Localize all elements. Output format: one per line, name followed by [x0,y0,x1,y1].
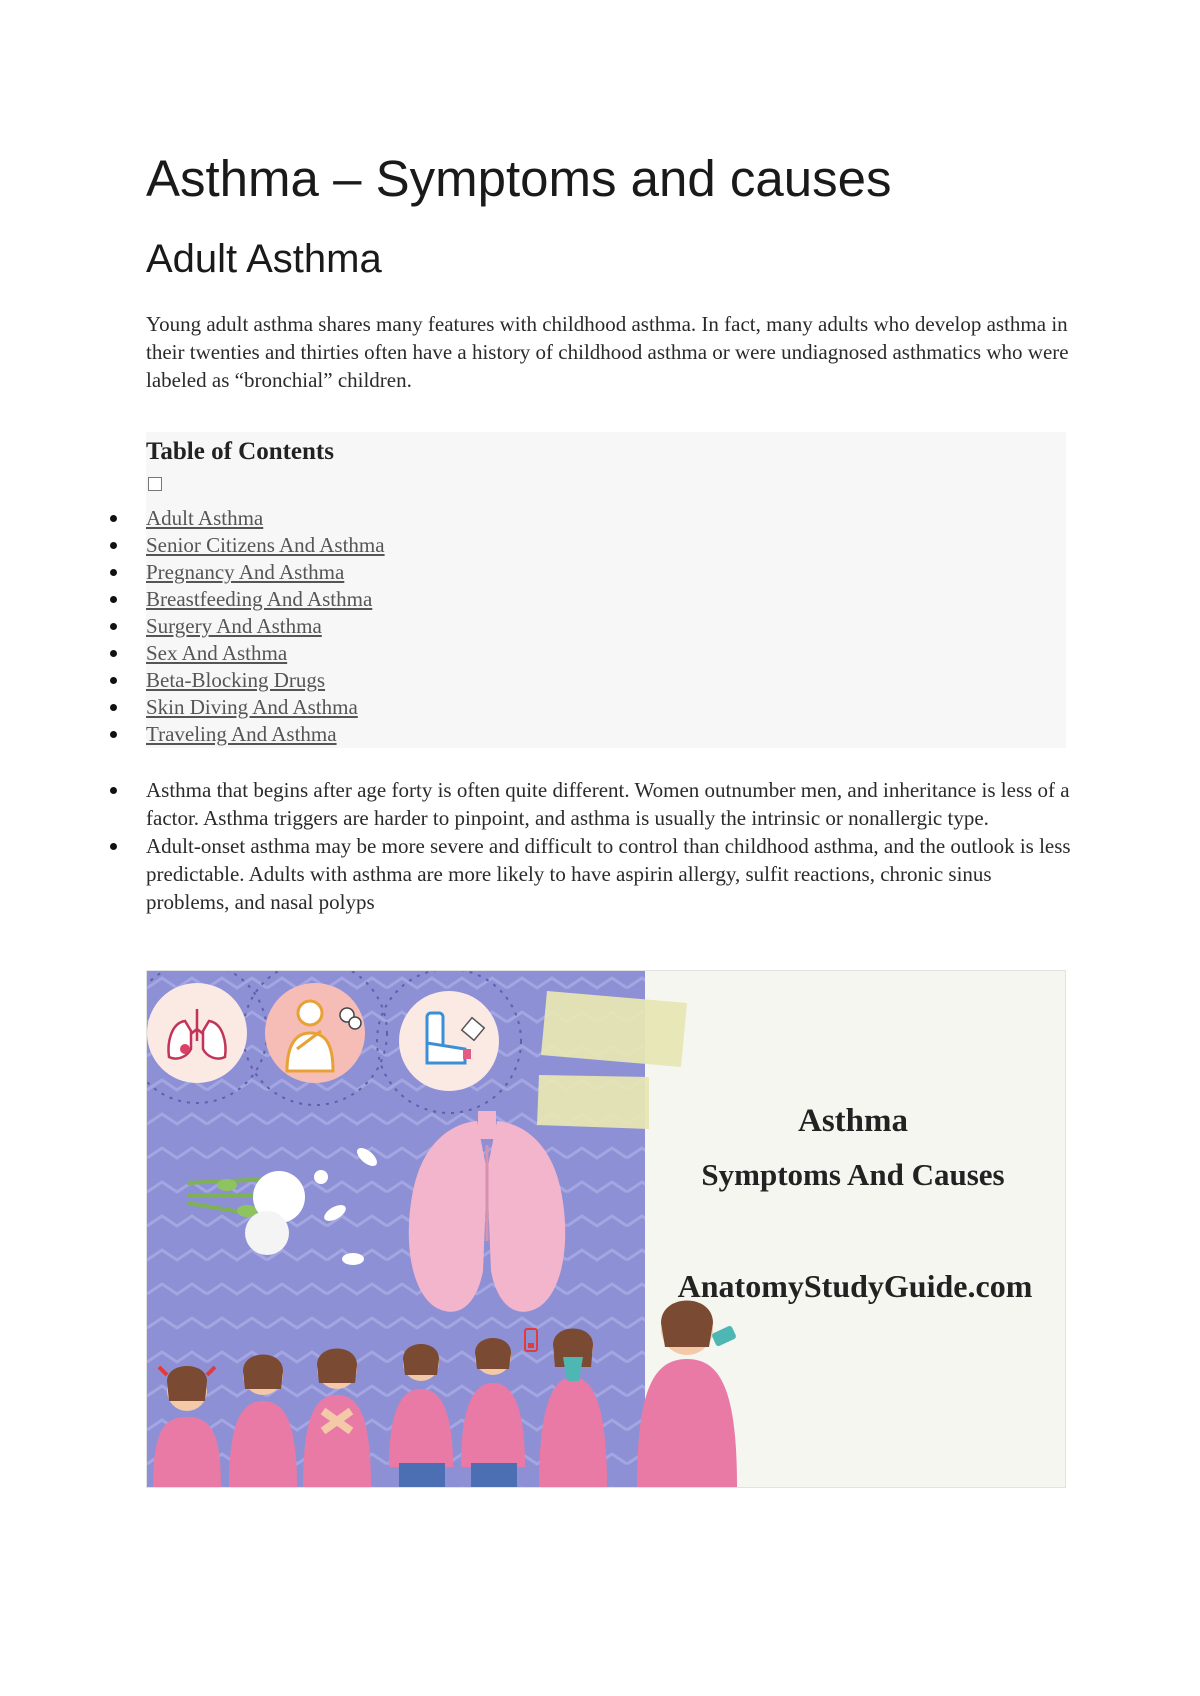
list-item-text: Asthma that begins after age forty is often quite different. Women outnumber men, and inheritance is less of a factor. Asthma triggers are harder to pinpoint, and asthma is usually the intrinsic or nonallergic type. [146,778,1070,830]
toc-link-pregnancy[interactable]: Pregnancy And Asthma [146,560,345,584]
bullet-icon [110,843,117,850]
bullet-icon [110,542,117,549]
toc-title: Table of Contents [146,438,334,465]
bullet-list [146,776,1076,916]
toc-item [146,694,385,721]
bullet-icon [110,515,117,522]
toc-link-traveling[interactable]: Traveling And Asthma [146,722,337,746]
hero-title-line1: Asthma [797,1103,909,1139]
toc-item [146,559,385,586]
coughing-person-icon [265,983,365,1083]
bullet-icon [110,787,117,794]
toc-item [146,640,385,667]
toc-toggle-checkbox[interactable] [148,477,162,491]
toc-link-surgery[interactable]: Surgery And Asthma [146,614,322,638]
hero-image [146,970,1066,1488]
bullet-icon [110,704,117,711]
toc-link-breastfeeding[interactable]: Breastfeeding And Asthma [146,587,373,611]
bullet-icon [110,569,117,576]
bullet-icon [110,731,117,738]
hero-title-line2: Symptoms And Causes [701,1157,1005,1192]
toc-link-adult-asthma[interactable]: Adult Asthma [146,506,264,530]
toc-link-senior-citizens[interactable]: Senior Citizens And Asthma [146,533,385,557]
toc-link-skin-diving[interactable]: Skin Diving And Asthma [146,695,358,719]
section-heading: Adult Asthma [146,237,382,281]
toc-link-sex[interactable]: Sex And Asthma [146,641,288,665]
list-item [146,776,1076,832]
lungs-icon [147,983,247,1083]
toc-item [146,721,385,748]
intro-paragraph: Young adult asthma shares many features with childhood asthma. In fact, many adults who develop asthma in their twenties and thirties often have a history of childhood asthma or were undiagnosed asthmatics who were labeled as “bronchial” children. [146,312,1069,392]
list-item [146,832,1076,916]
toc-item [146,613,385,640]
page-title: Asthma – Symptoms and causes [146,150,892,207]
bullet-icon [110,596,117,603]
toc-item [146,532,385,559]
list-item-text: Adult-onset asthma may be more severe and difficult to control than childhood asthma, and the outlook is less predictable. Adults with asthma are more likely to have aspirin allergy, sulfit reactions, chronic sinus problems, and nasal polyps [146,834,1071,914]
hero-site-label: AnatomyStudyGuide.com [677,1268,1033,1304]
bullet-icon [110,650,117,657]
bullet-icon [110,677,117,684]
toc-link-beta-blocking[interactable]: Beta-Blocking Drugs [146,668,326,692]
toc-item [146,586,385,613]
toc-item [146,667,385,694]
inhaler-icon [399,991,499,1091]
bullet-icon [110,623,117,630]
toc-item [146,505,385,532]
toc-list [146,505,385,748]
